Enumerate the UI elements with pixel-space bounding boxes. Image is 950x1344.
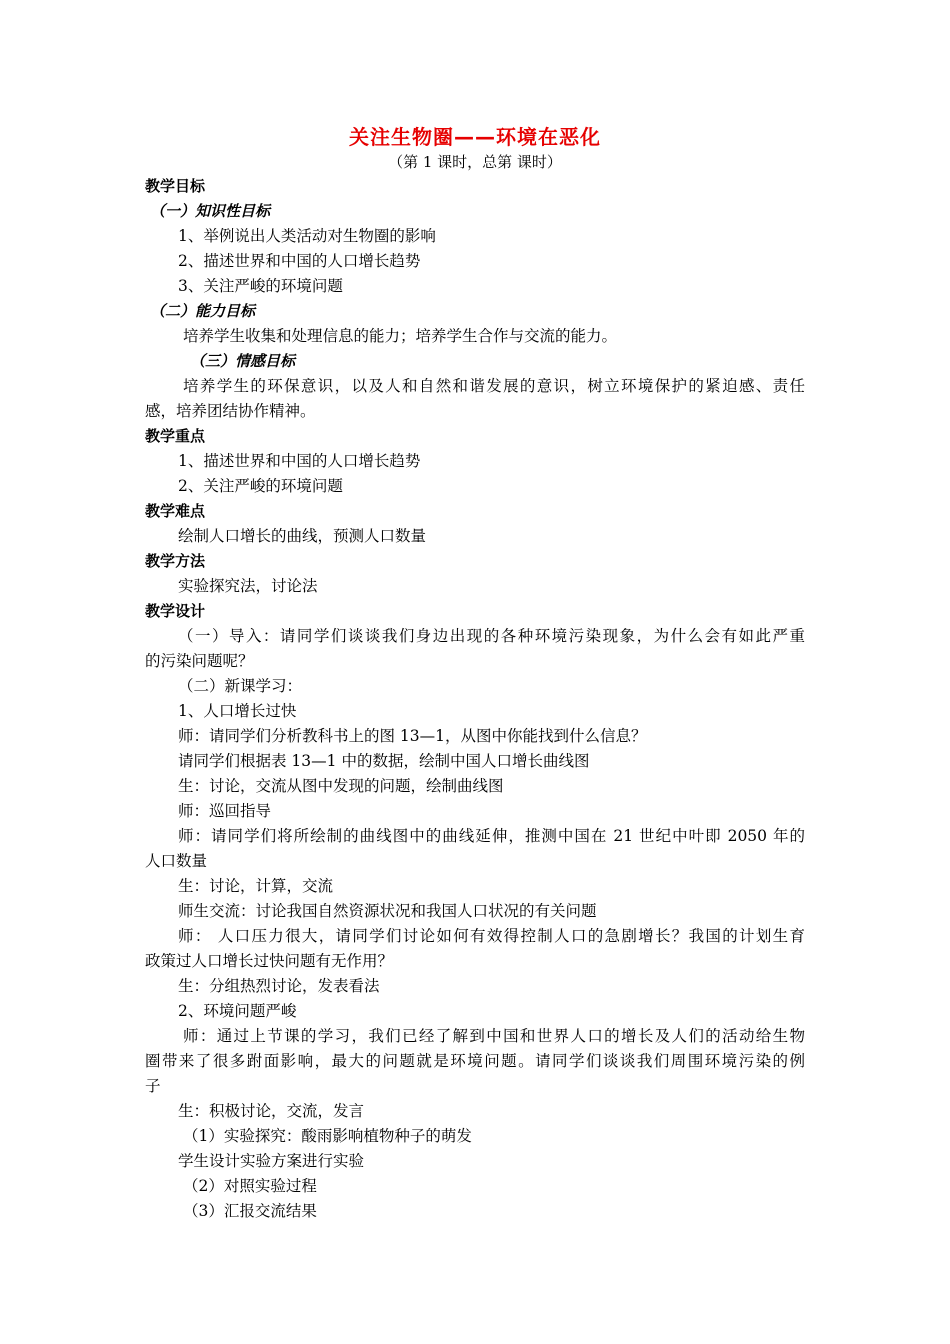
text-line: 子 — [145, 1077, 161, 1095]
text-line: （2）对照实验过程 — [183, 1177, 317, 1195]
text-line: 培养学生的环保意识，以及人和自然和谐发展的意识，树立环境保护的紧迫感、责任 — [183, 377, 805, 395]
text-line: （二）新课学习： — [178, 677, 303, 695]
text-line: 师：请同学们分析教科书上的图 13—1，从图中你能找到什么信息？ — [178, 727, 647, 745]
text-line: 1、举例说出人类活动对生物圈的影响 — [178, 227, 436, 245]
text-line: 2、关注严峻的环境问题 — [178, 477, 343, 495]
text-line: 师：请同学们将所绘制的曲线图中的曲线延伸，推测中国在 21 世纪中叶即 2050 年的 — [178, 827, 805, 845]
text-line: 2、环境问题严峻 — [178, 1002, 297, 1020]
text-line: 生：积极讨论，交流，发言 — [178, 1102, 365, 1120]
subheading-knowledge-goals: （一）知识性目标 — [150, 202, 271, 220]
subheading-ability-goals: （二）能力目标 — [150, 302, 256, 320]
text-line: 生：讨论，计算，交流 — [178, 877, 334, 895]
text-line: 的污染问题呢？ — [145, 652, 254, 670]
heading-methods: 教学方法 — [145, 552, 206, 570]
text-line: （一）导入：请同学们谈谈我们身边出现的各种环境污染现象，为什么会有如此严重 — [178, 627, 805, 645]
text-line: 生：讨论，交流从图中发现的问题，绘制曲线图 — [178, 777, 504, 795]
text-line: （1）实验探究：酸雨影响植物种子的萌发 — [183, 1127, 472, 1145]
text-line: 培养学生收集和处理信息的能力；培养学生合作与交流的能力。 — [183, 327, 618, 345]
text-line: 1、人口增长过快 — [178, 702, 297, 720]
heading-key-points: 教学重点 — [145, 427, 206, 445]
text-line: 师生交流：讨论我国自然资源状况和我国人口状况的有关问题 — [178, 902, 597, 920]
page-subtitle: （第 1 课时，总第 课时） — [388, 153, 562, 171]
text-line: 生：分组热烈讨论，发表看法 — [178, 977, 380, 995]
text-line: 学生设计实验方案进行实验 — [178, 1152, 365, 1170]
text-line: 2、描述世界和中国的人口增长趋势 — [178, 252, 421, 270]
heading-teaching-goals: 教学目标 — [145, 177, 206, 195]
text-line: 政策过人口增长过快问题有无作用？ — [145, 952, 394, 970]
text-line: 请同学们根据表 13—1 中的数据，绘制中国人口增长曲线图 — [178, 752, 590, 770]
text-line: 感，培养团结协作精神。 — [145, 402, 316, 420]
heading-design: 教学设计 — [145, 602, 206, 620]
text-line: （3）汇报交流结果 — [183, 1202, 317, 1220]
text-line: 3、关注严峻的环境问题 — [178, 277, 343, 295]
text-line: 人口数量 — [145, 852, 208, 870]
text-line: 绘制人口增长的曲线，预测人口数量 — [178, 527, 427, 545]
text-line: 实验探究法，讨论法 — [178, 577, 318, 595]
text-line: 师：巡回指导 — [178, 802, 272, 820]
text-line: 1、描述世界和中国的人口增长趋势 — [178, 452, 421, 470]
subheading-emotion-goals: （三）情感目标 — [190, 352, 296, 370]
text-line: 师： 人口压力很大，请同学们讨论如何有效得控制人口的急剧增长？我国的计划生育 — [178, 927, 805, 945]
text-line: 圈带来了很多跗面影响，最大的问题就是环境问题。请同学们谈谈我们周围环境污染的例 — [145, 1052, 805, 1070]
heading-difficulties: 教学难点 — [145, 502, 206, 520]
text-line: 师：通过上节课的学习，我们已经了解到中国和世界人口的增长及人们的活动给生物 — [183, 1027, 805, 1045]
page-title: 关注生物圈——环境在恶化 — [349, 125, 601, 149]
